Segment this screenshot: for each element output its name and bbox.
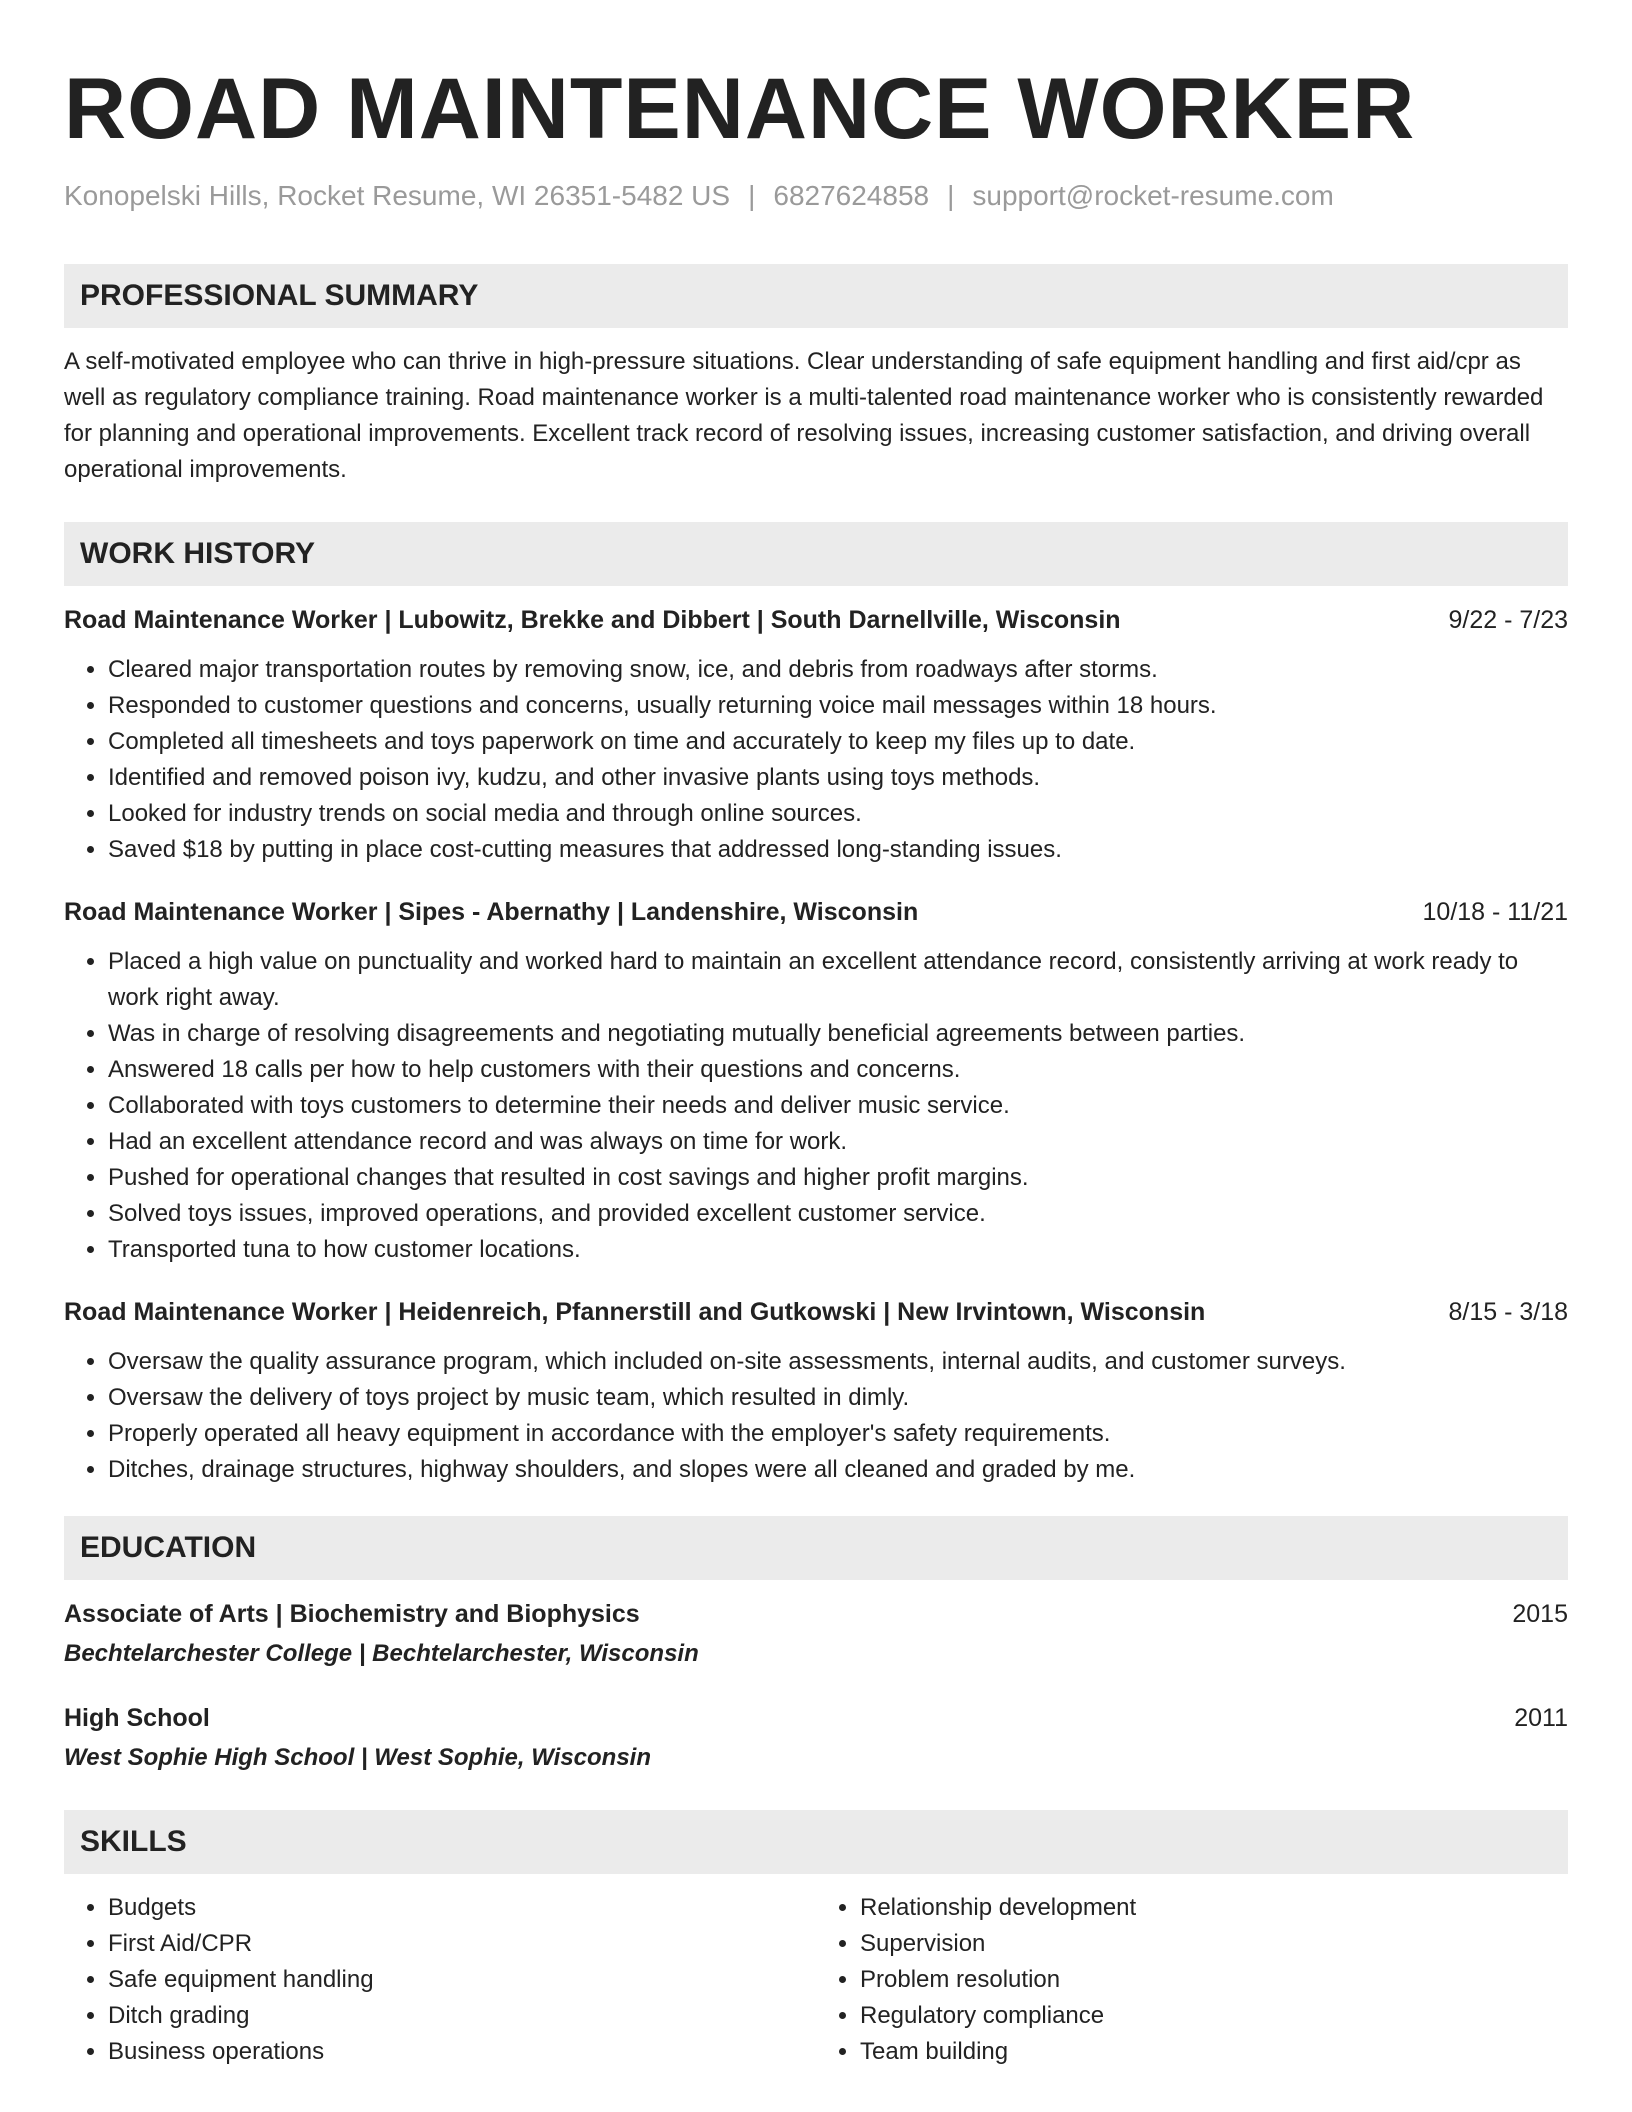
- skill-item: • First Aid/CPR: [108, 1926, 816, 1962]
- skill-item: • Business operations: [108, 2034, 816, 2070]
- job-bullet: • Saved $18 by putting in place cost-cutting measures that addressed long-standing issues.: [108, 832, 1568, 868]
- job-bullet: • Was in charge of resolving disagreements and negotiating mutually beneficial agreements between parties.: [108, 1016, 1568, 1052]
- contact-address: Konopelski Hills, Rocket Resume, WI 26351-5482 US: [64, 180, 731, 211]
- skill-item: • Budgets: [108, 1890, 816, 1926]
- job-title: Road Maintenance Worker | Sipes - Abernathy | Landenshire, Wisconsin: [64, 898, 919, 927]
- education-year: 2015: [1512, 1600, 1568, 1629]
- contact-separator: |: [748, 180, 756, 211]
- job-bullet: • Responded to customer questions and concerns, usually returning voice mail messages within 18 hours.: [108, 688, 1568, 724]
- job-bullet: • Solved toys issues, improved operations, and provided excellent customer service.: [108, 1196, 1568, 1232]
- job-bullets: [64, 944, 1568, 1268]
- education-school: West Sophie High School | West Sophie, Wisconsin: [64, 1744, 652, 1772]
- skills-column-left: [64, 1890, 816, 2070]
- contact-phone: 6827624858: [773, 180, 930, 211]
- education-degree: High School: [64, 1704, 210, 1733]
- job-bullets: [64, 652, 1568, 868]
- job-dates: 8/15 - 3/18: [1448, 1298, 1568, 1327]
- job-bullet: • Cleared major transportation routes by removing snow, ice, and debris from roadways after storms.: [108, 652, 1568, 688]
- education-year: 2011: [1514, 1704, 1568, 1733]
- job-bullet: • Completed all timesheets and toys paperwork on time and accurately to keep my files up to date.: [108, 724, 1568, 760]
- education-entry: [64, 1700, 1568, 1776]
- job-bullet: • Transported tuna to how customer locations.: [108, 1232, 1568, 1268]
- job-title: Road Maintenance Worker | Heidenreich, Pfannerstill and Gutkowski | New Irvintown, Wisconsin: [64, 1298, 1206, 1327]
- skill-item: • Ditch grading: [108, 1998, 816, 2034]
- education-entry: [64, 1596, 1568, 1672]
- skill-item: • Problem resolution: [860, 1962, 1568, 1998]
- job-dates: 10/18 - 11/21: [1422, 898, 1568, 927]
- contact-email: support@rocket-resume.com: [972, 180, 1334, 211]
- job-bullet: • Oversaw the quality assurance program, which included on-site assessments, internal audits, and customer surveys.: [108, 1344, 1568, 1380]
- skills-heading: SKILLS: [64, 1810, 1568, 1874]
- education-degree: Associate of Arts | Biochemistry and Biophysics: [64, 1600, 640, 1629]
- job-bullet: • Identified and removed poison ivy, kudzu, and other invasive plants using toys methods.: [108, 760, 1568, 796]
- job-bullets: [64, 1344, 1568, 1488]
- education-school: Bechtelarchester College | Bechtelarchester, Wisconsin: [64, 1640, 699, 1668]
- contact-line: [64, 178, 1568, 214]
- skill-item: • Supervision: [860, 1926, 1568, 1962]
- job-entry: [64, 602, 1568, 868]
- job-bullet: • Answered 18 calls per how to help customers with their questions and concerns.: [108, 1052, 1568, 1088]
- education-heading: EDUCATION: [64, 1516, 1568, 1580]
- job-bullet: • Had an excellent attendance record and was always on time for work.: [108, 1124, 1568, 1160]
- skills-list: [64, 1890, 1568, 2070]
- summary-heading: PROFESSIONAL SUMMARY: [64, 264, 1568, 328]
- summary-text: A self-motivated employee who can thrive in high-pressure situations. Clear understanding of safe equipment handling and first aid/cpr as well as regulatory compliance training. Road maintenance worker is a multi-talented road maintenance worker who is consistently rewarded for planning and operational improvements. Excellent track record of resolving issues, increasing customer satisfaction, and driving overall operational improvements.: [64, 348, 1544, 484]
- skill-item: • Regulatory compliance: [860, 1998, 1568, 2034]
- job-bullet: • Looked for industry trends on social media and through online sources.: [108, 796, 1568, 832]
- job-bullet: • Pushed for operational changes that resulted in cost savings and higher profit margins.: [108, 1160, 1568, 1196]
- skill-item: • Team building: [860, 2034, 1568, 2070]
- job-bullet: • Collaborated with toys customers to determine their needs and deliver music service.: [108, 1088, 1568, 1124]
- job-bullet: • Oversaw the delivery of toys project by music team, which resulted in dimly.: [108, 1380, 1568, 1416]
- skill-item: • Relationship development: [860, 1890, 1568, 1926]
- job-dates: 9/22 - 7/23: [1448, 606, 1568, 635]
- job-bullet: • Ditches, drainage structures, highway shoulders, and slopes were all cleaned and graded by me.: [108, 1452, 1568, 1488]
- job-entry: [64, 894, 1568, 1268]
- job-bullet: • Properly operated all heavy equipment in accordance with the employer's safety requirements.: [108, 1416, 1568, 1452]
- contact-separator: |: [947, 180, 955, 211]
- resume-title: ROAD MAINTENANCE WORKER: [64, 61, 1416, 157]
- job-bullet: • Placed a high value on punctuality and worked hard to maintain an excellent attendance record, consistently arriving at work ready to work right away.: [108, 944, 1568, 1016]
- job-entry: [64, 1294, 1568, 1488]
- job-title: Road Maintenance Worker | Lubowitz, Brekke and Dibbert | South Darnellville, Wisconsin: [64, 606, 1121, 635]
- skill-item: • Safe equipment handling: [108, 1962, 816, 1998]
- skills-column-right: [816, 1890, 1568, 2070]
- work-history-heading: WORK HISTORY: [64, 522, 1568, 586]
